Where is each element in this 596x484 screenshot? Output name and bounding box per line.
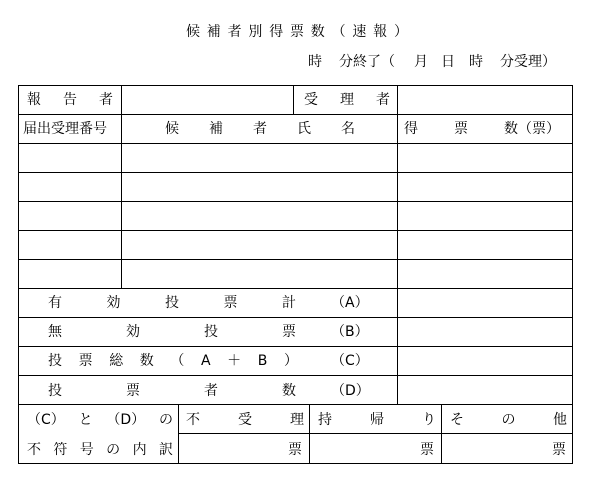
summary-code: （C） bbox=[331, 353, 369, 369]
breakdown-label-line2: 不 符 号 の 内 訳 bbox=[27, 442, 173, 458]
column-header-votes: 得 票 数（票） bbox=[404, 121, 560, 137]
candidate-number-cell[interactable] bbox=[19, 231, 121, 259]
candidate-votes-cell[interactable] bbox=[398, 260, 572, 288]
breakdown-value-cell[interactable] bbox=[180, 435, 280, 462]
candidate-votes-cell[interactable] bbox=[398, 231, 572, 259]
time-hour-label: 時 bbox=[308, 54, 322, 70]
summary-value-cell[interactable] bbox=[398, 289, 572, 317]
reporter-label: 報 告 者 bbox=[27, 92, 113, 108]
summary-label: 投 票 総 数 （ A ＋ B ） bbox=[48, 353, 298, 369]
breakdown-col-label: 不 受 理 bbox=[186, 412, 304, 428]
page-title: 候 補 者 別 得 票 数 （ 速 報 ） bbox=[186, 24, 408, 40]
time-month-label: 月 bbox=[414, 54, 428, 70]
breakdown-label-line1: （C） と （D） の bbox=[27, 412, 173, 428]
candidate-name-cell[interactable] bbox=[122, 260, 397, 288]
time-day-label: 日 bbox=[441, 54, 455, 70]
summary-label: 無 効 投 票 bbox=[48, 324, 296, 340]
breakdown-value-cell[interactable] bbox=[311, 435, 411, 462]
candidate-number-cell[interactable] bbox=[19, 260, 121, 288]
column-header-name: 候 補 者 氏 名 bbox=[165, 121, 355, 137]
breakdown-col-label: 持 帰 り bbox=[318, 412, 436, 428]
summary-label: 投 票 者 数 bbox=[48, 383, 296, 399]
candidate-number-cell[interactable] bbox=[19, 202, 121, 230]
candidate-name-cell[interactable] bbox=[122, 231, 397, 259]
candidate-number-cell[interactable] bbox=[19, 173, 121, 201]
breakdown-unit: 票 bbox=[288, 442, 302, 458]
candidate-name-cell[interactable] bbox=[122, 202, 397, 230]
candidate-number-cell[interactable] bbox=[19, 144, 121, 172]
candidate-name-cell[interactable] bbox=[122, 144, 397, 172]
summary-value-cell[interactable] bbox=[398, 347, 572, 375]
column-header-number: 届出受理番号 bbox=[23, 121, 107, 137]
summary-code: （D） bbox=[331, 383, 370, 399]
candidate-votes-cell[interactable] bbox=[398, 144, 572, 172]
receiver-label: 受 理 者 bbox=[304, 92, 390, 108]
receiver-field[interactable] bbox=[398, 86, 572, 114]
breakdown-value-cell[interactable] bbox=[443, 435, 543, 462]
summary-code: （B） bbox=[331, 324, 369, 340]
time-minute-recv-label: 分受理） bbox=[500, 54, 556, 70]
time-hour2-label: 時 bbox=[469, 54, 483, 70]
breakdown-col-label: そ の 他 bbox=[450, 412, 567, 428]
summary-value-cell[interactable] bbox=[398, 376, 572, 404]
time-minute-end-label: 分終了（ bbox=[339, 54, 395, 70]
breakdown-unit: 票 bbox=[420, 442, 434, 458]
summary-code: （A） bbox=[331, 295, 369, 311]
summary-value-cell[interactable] bbox=[398, 318, 572, 346]
candidate-votes-cell[interactable] bbox=[398, 202, 572, 230]
breakdown-unit: 票 bbox=[552, 442, 566, 458]
candidate-votes-cell[interactable] bbox=[398, 173, 572, 201]
summary-label: 有 効 投 票 計 bbox=[48, 295, 296, 311]
candidate-name-cell[interactable] bbox=[122, 173, 397, 201]
reporter-field[interactable] bbox=[122, 86, 293, 114]
